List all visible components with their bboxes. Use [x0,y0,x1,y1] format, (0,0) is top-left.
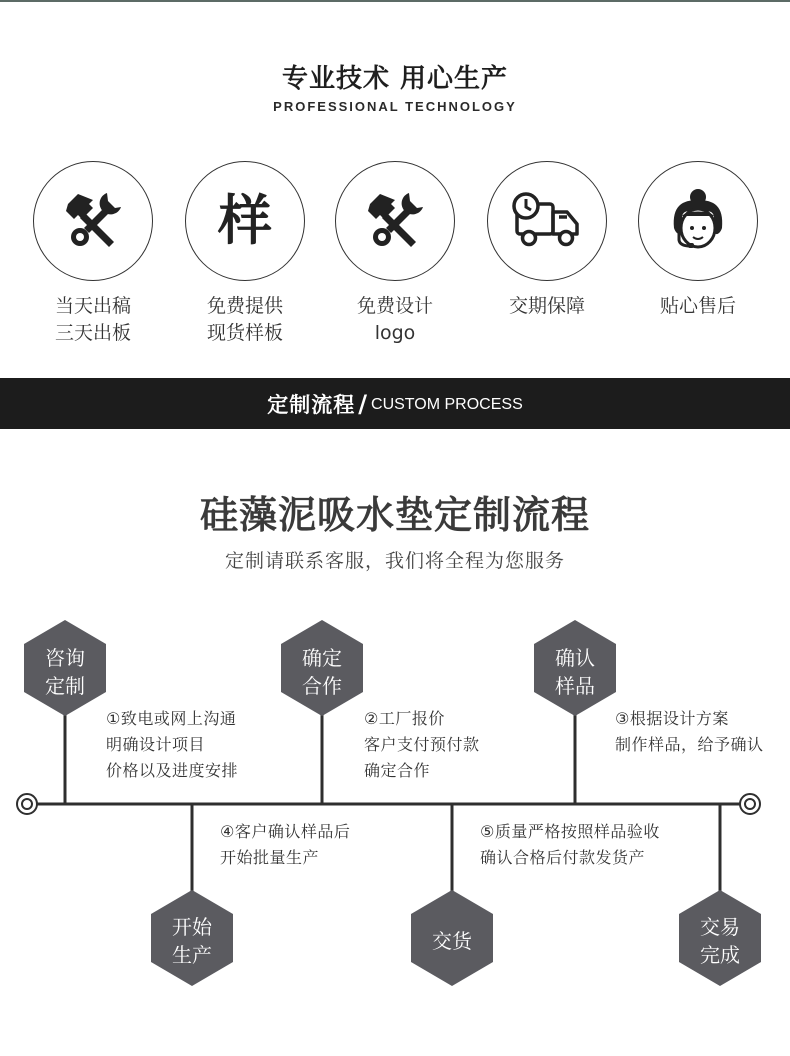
feature-item [486,161,608,320]
node-label-line2: 定制 [45,674,85,698]
feature-label: 当天出稿 三天出板 [54,295,131,344]
node-label-line2: 合作 [302,674,342,698]
node-label-line1: 确定 [302,646,342,670]
process-node [679,890,761,986]
process-timeline [0,600,790,1000]
feature-circle [33,161,153,281]
step-description: ①致电或网上沟通 明确设计项目 价格以及进度安排 [106,709,239,780]
feature-item [637,161,759,320]
feature-label: 贴心售后 [659,295,736,317]
node-label-line2: 生产 [172,943,212,967]
timeline-start-cap [17,794,37,814]
banner-title-cn: 定制流程 [267,392,356,417]
banner-title-en: CUSTOM PROCESS [371,395,523,413]
process-node [534,620,616,716]
feature-item [334,161,456,347]
node-label-line1: 咨询 [45,646,85,670]
custom-process-banner [0,378,790,429]
step-description: ②工厂报价 客户支付预付款 确定合作 [364,709,480,780]
process-node [281,620,363,716]
top-divider [0,0,790,2]
process-title: 硅藻泥吸水垫定制流程 [199,493,590,537]
process-subtitle: 定制请联系客服，我们将全程为您服务 [224,550,565,572]
step-description: ④客户确认样品后 开始批量生产 [220,822,351,867]
feature-label: 交期保障 [508,295,585,317]
feature-label: 免费提供 现货样板 [206,295,283,344]
section-title: 专业技术 用心生产 [281,64,509,94]
feature-circle [185,161,305,281]
node-label-line1: 确认 [555,646,595,670]
banner-slash: / [358,389,368,418]
node-label-line1: 交货 [432,929,472,953]
timeline-end-cap [740,794,760,814]
process-node [411,890,493,986]
step-description: ⑤质量严格按照样品验收 确认合格后付款发货产 [480,822,660,867]
customer-service-headset-icon [666,188,730,254]
node-label-line2: 完成 [700,943,740,967]
feature-item [32,161,154,347]
node-label-line1: 开始 [172,915,212,939]
node-label-line1: 交易 [700,915,740,939]
process-node [151,890,233,986]
delivery-truck-clock-icon [511,190,583,252]
step-description: ③根据设计方案 制作样品，给予确认 [615,709,764,754]
node-label-line2: 样品 [555,674,595,698]
feature-circle [335,161,455,281]
hammer-wrench-icon [364,190,426,252]
feature-item [184,161,306,347]
feature-circle [638,161,758,281]
hammer-wrench-icon [62,190,124,252]
process-node [24,620,106,716]
yang-character-icon: 样 [218,189,272,252]
feature-label: 免费设计 logo [356,295,433,344]
feature-circle [487,161,607,281]
section-subtitle: PROFESSIONAL TECHNOLOGY [273,99,517,114]
